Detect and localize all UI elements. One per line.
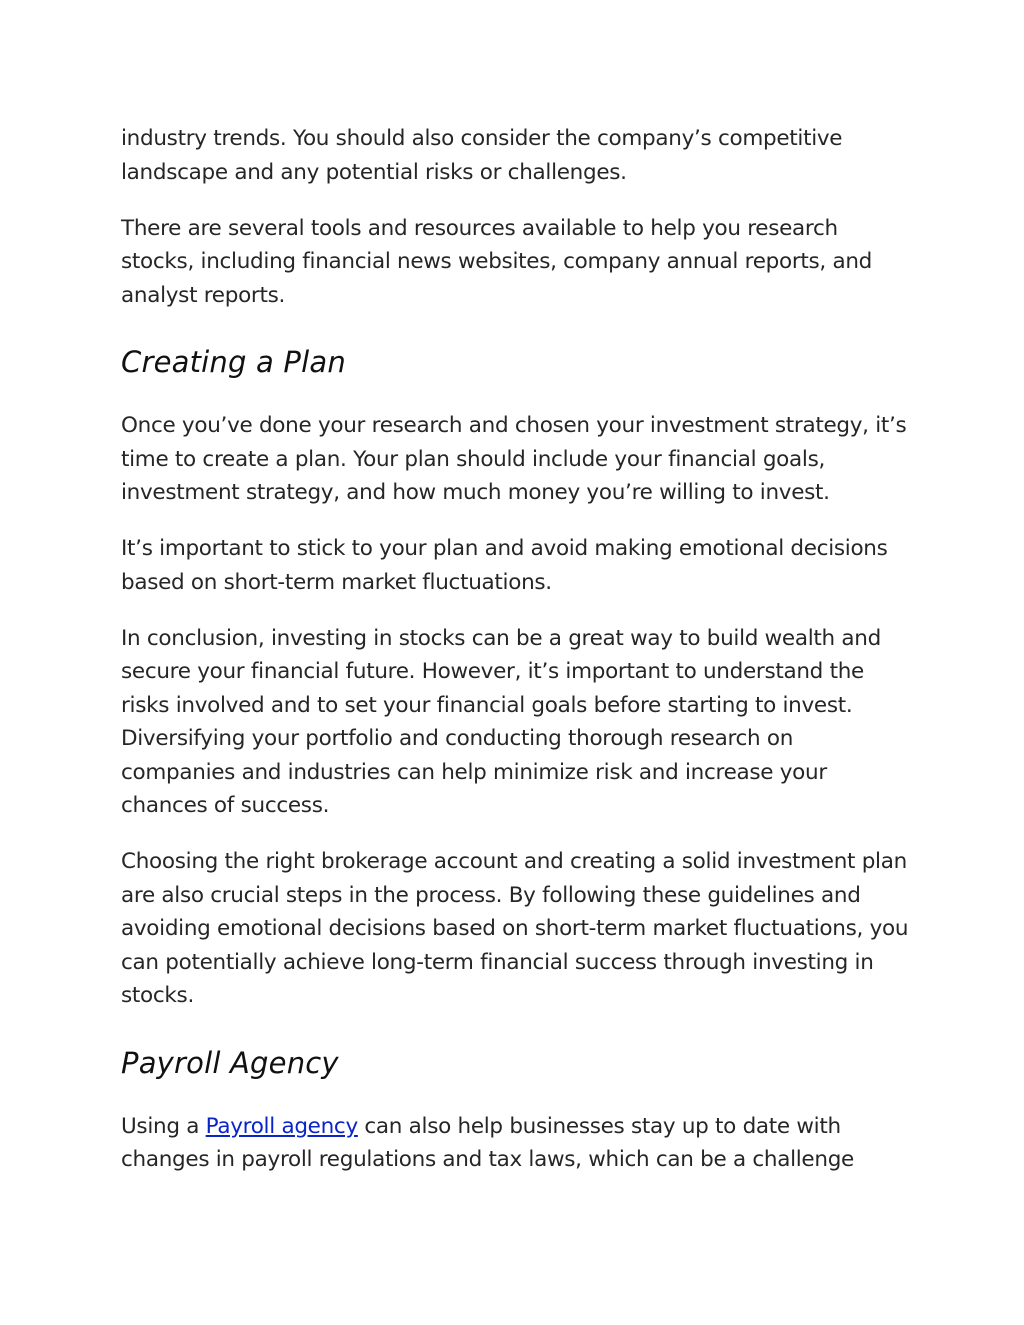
section-heading-creating-a-plan: Creating a Plan	[121, 345, 346, 379]
paragraph: industry trends. You should also consider the company’s competitive landscape and any potential risks or challenges.	[121, 126, 843, 185]
paragraph: Choosing the right brokerage account and creating a solid investment plan are also crucial steps in the process. By following these guidelines and avoiding emotional decisions based on short-term market fluctuations, you can potentially achieve long-term financial success through investing in stocks.	[121, 849, 909, 1008]
paragraph: It’s important to stick to your plan and avoid making emotional decisions based on short-term market fluctuations.	[121, 536, 888, 595]
paragraph: Once you’ve done your research and chosen your investment strategy, it’s time to create a plan. Your plan should include your financial goals, investment strategy, and how much money you’re willing to invest.	[121, 413, 907, 505]
text-segment: Using a	[121, 1113, 206, 1139]
document-body	[121, 122, 911, 1199]
payroll-agency-link[interactable]: Payroll agency	[205, 1113, 358, 1139]
paragraph: In conclusion, investing in stocks can be a great way to build wealth and secure your financial future. However, it’s important to understand the risks involved and to set your financial goals before starting to invest. Diversifying your portfolio and conducting thorough research on companies and industries can help minimize risk and increase your chances of success.	[121, 625, 881, 818]
text-segment: can also help businesses stay up to date with changes in payroll regulations and tax laws, which can be a challenge	[121, 1113, 854, 1172]
paragraph-payroll-intro	[121, 1110, 911, 1177]
section-heading-payroll-agency: Payroll Agency	[121, 1045, 339, 1080]
paragraph: There are several tools and resources available to help you research stocks, including financial news websites, company annual reports, and analyst reports.	[121, 215, 873, 308]
